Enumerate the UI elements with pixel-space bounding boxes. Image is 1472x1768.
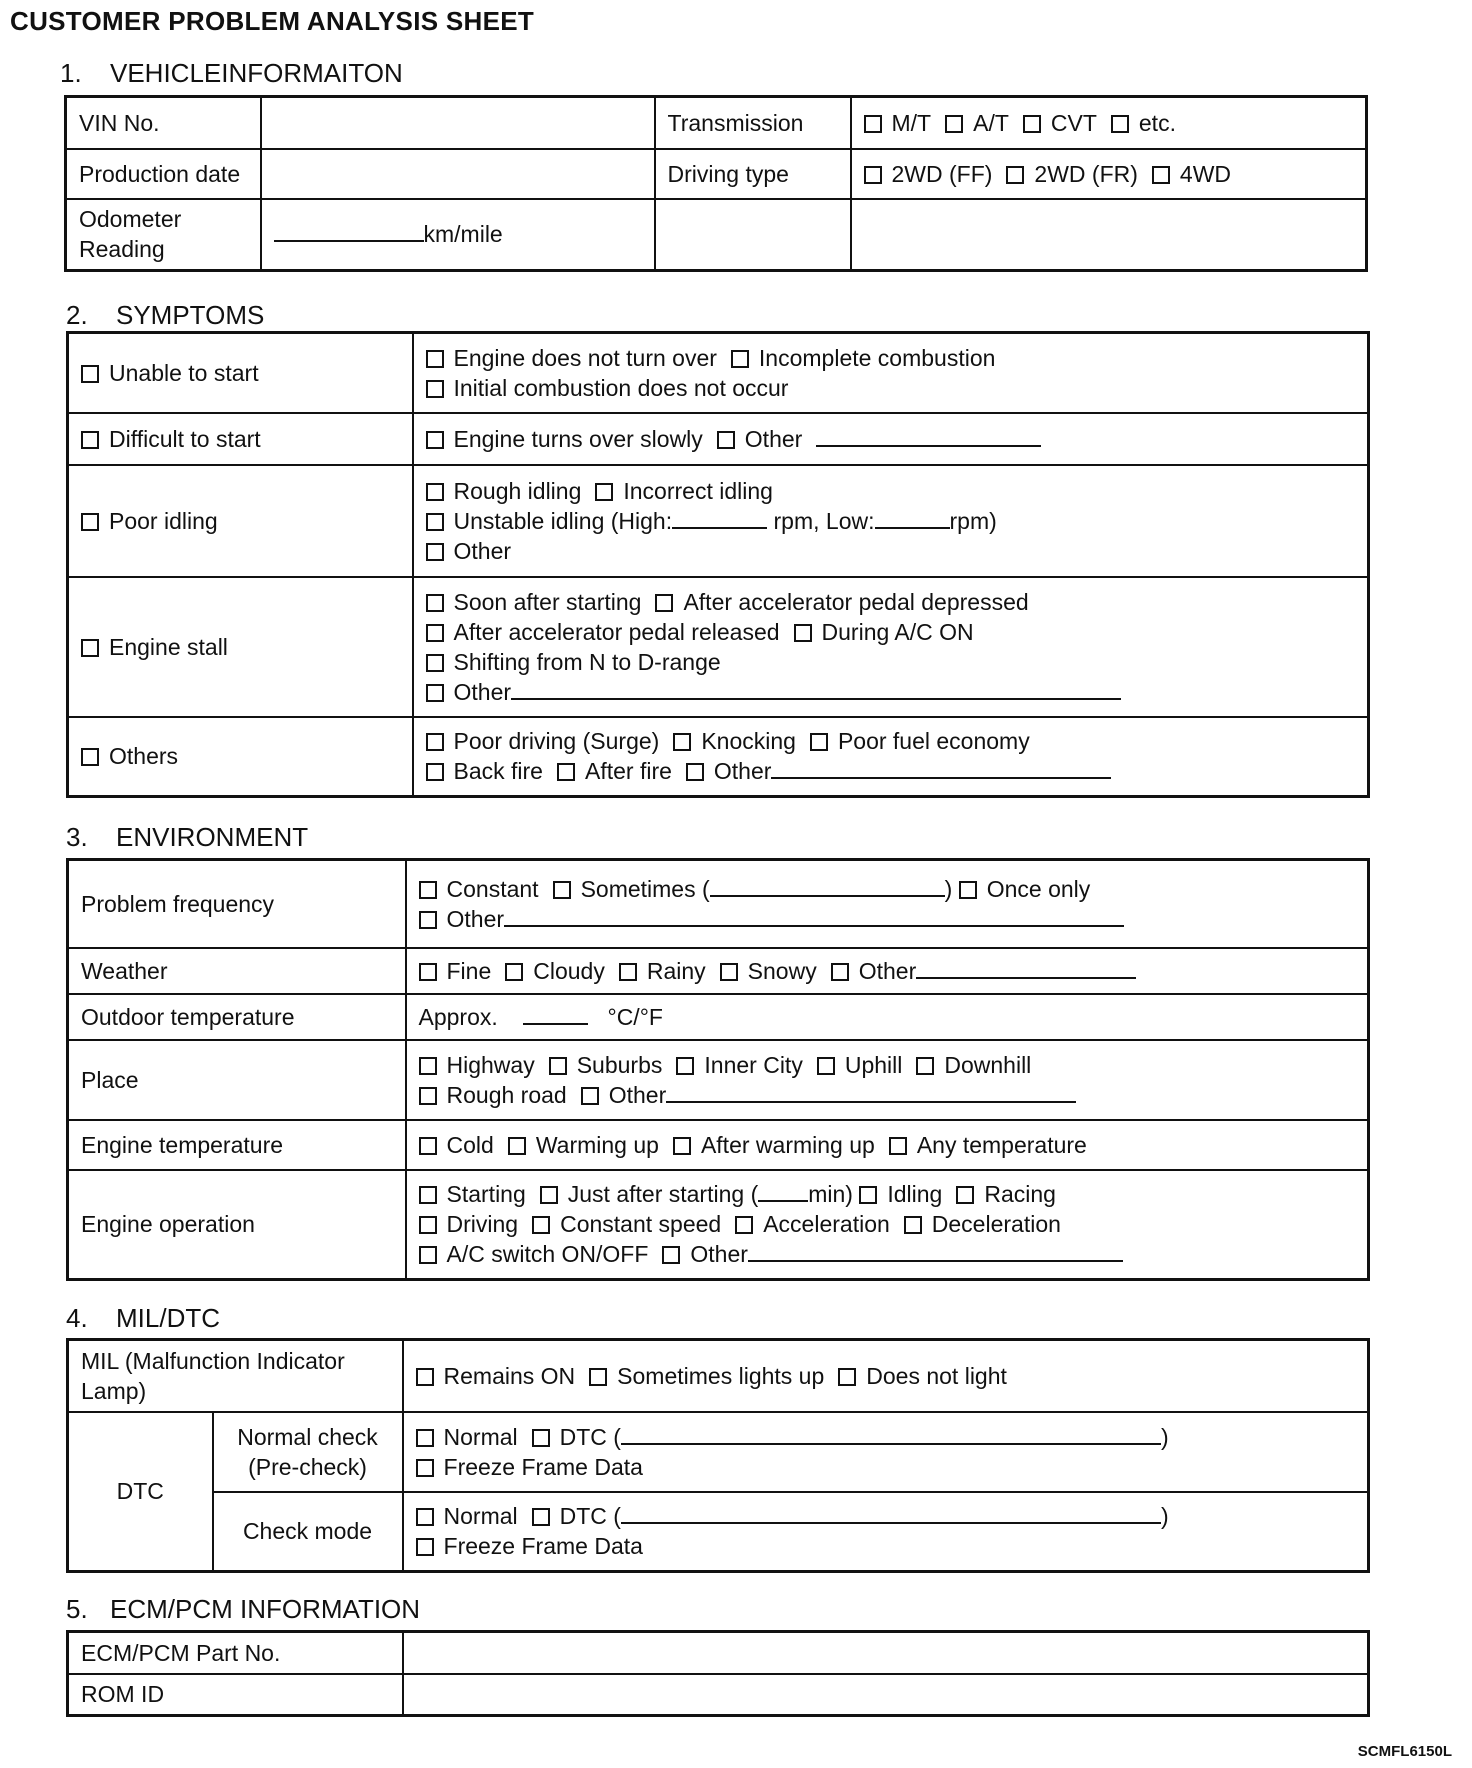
rom-id-label: ROM ID — [68, 1674, 403, 1716]
frequency-option[interactable]: Sometimes ( — [553, 876, 710, 902]
symptom-option[interactable]: During A/C ON — [794, 619, 974, 645]
checkbox[interactable] — [557, 763, 575, 781]
transmission-option[interactable]: M/T — [864, 110, 932, 136]
odometer-field[interactable]: km/mile — [261, 199, 655, 271]
checkbox[interactable] — [416, 1508, 434, 1526]
symptom-option[interactable]: Unstable idling (High: — [426, 508, 673, 534]
transmission-option[interactable]: etc. — [1111, 110, 1176, 136]
symptom-option[interactable]: Initial combustion does not occur — [426, 375, 789, 401]
checkbox[interactable] — [676, 1057, 694, 1075]
symptom-option[interactable]: Knocking — [673, 728, 796, 754]
symptom-option[interactable]: After accelerator pedal depressed — [655, 589, 1028, 615]
outdoor-temp-field: Approx. °C/°F — [406, 994, 1369, 1040]
driving-type-option[interactable]: 2WD (FF) — [864, 161, 993, 187]
other-blank[interactable] — [511, 678, 1121, 700]
frequency-label: Problem frequency — [68, 860, 406, 948]
checkbox[interactable] — [416, 1429, 434, 1447]
section-2-heading — [66, 300, 264, 331]
section-title: ECM/PCM INFORMATION — [110, 1594, 421, 1624]
minutes-blank[interactable] — [758, 1180, 808, 1202]
symptom-option[interactable]: After accelerator pedal released — [426, 619, 780, 645]
normal-check-label: Normal check (Pre-check) — [213, 1412, 403, 1492]
checkbox[interactable] — [838, 1368, 856, 1386]
place-option[interactable]: Uphill — [817, 1052, 903, 1078]
dtc-option[interactable]: DTC ( — [532, 1503, 621, 1529]
checkbox[interactable] — [945, 115, 963, 133]
symptom-option[interactable]: Soon after starting — [426, 589, 642, 615]
section-title: SYMPTOMS — [116, 300, 265, 330]
check-mode-options: Normal DTC ( ) Freeze Frame Data — [403, 1492, 1369, 1572]
engine-op-option[interactable]: Constant speed — [532, 1211, 721, 1237]
other-blank[interactable] — [916, 957, 1136, 979]
checkbox[interactable] — [426, 594, 444, 612]
symptom-option[interactable]: Other — [686, 758, 772, 784]
symptom-option[interactable]: Shifting from N to D-range — [426, 649, 721, 675]
checkbox[interactable] — [419, 1216, 437, 1234]
dtc-label: DTC — [68, 1412, 213, 1572]
checkbox[interactable] — [831, 963, 849, 981]
engine-temp-options — [406, 1120, 1369, 1170]
checkbox[interactable] — [419, 1057, 437, 1075]
section-title: ENVIRONMENT — [116, 822, 309, 852]
checkbox[interactable] — [426, 763, 444, 781]
symptom-option[interactable]: Poor driving (Surge) — [426, 728, 660, 754]
checkbox[interactable] — [81, 365, 99, 383]
symptom-options: Rough idling Incorrect idling Unstable idling (High: rpm, Low: rpm) Other — [413, 465, 1369, 577]
rom-id-field[interactable] — [403, 1674, 1369, 1716]
checkbox[interactable] — [81, 513, 99, 531]
checkbox[interactable] — [1111, 115, 1129, 133]
driving-type-label: Driving type — [655, 149, 851, 199]
frequency-option[interactable]: Constant — [419, 876, 539, 902]
checkbox[interactable] — [1152, 166, 1170, 184]
ecm-part-no-field[interactable] — [403, 1632, 1369, 1674]
form-code: SCMFL6150L — [1357, 1743, 1452, 1760]
weather-option[interactable]: Cloudy — [505, 958, 605, 984]
checkbox[interactable] — [505, 963, 523, 981]
dtc-option[interactable]: Freeze Frame Data — [416, 1533, 643, 1559]
section-number: 2. — [66, 300, 88, 330]
checkbox[interactable] — [817, 1057, 835, 1075]
place-option[interactable]: Highway — [419, 1052, 535, 1078]
checkbox[interactable] — [81, 431, 99, 449]
checkbox[interactable] — [956, 1186, 974, 1204]
mil-option[interactable]: Remains ON — [416, 1363, 576, 1389]
place-option[interactable]: Downhill — [916, 1052, 1031, 1078]
vin-label: VIN No. — [66, 97, 261, 149]
engine-op-option[interactable]: Acceleration — [735, 1211, 890, 1237]
symptom-option[interactable]: Rough idling — [426, 478, 582, 504]
place-option[interactable]: Rough road — [419, 1082, 567, 1108]
section-1-heading — [60, 58, 403, 89]
symptom-options — [413, 333, 1369, 413]
checkbox[interactable] — [889, 1137, 907, 1155]
checkbox[interactable] — [416, 1459, 434, 1477]
checkbox[interactable] — [426, 654, 444, 672]
checkbox[interactable] — [549, 1057, 567, 1075]
other-blank[interactable] — [816, 425, 1041, 447]
temp-blank[interactable] — [523, 1003, 588, 1025]
checkbox[interactable] — [916, 1057, 934, 1075]
checkbox[interactable] — [864, 166, 882, 184]
engine-op-option[interactable]: Idling — [859, 1181, 942, 1207]
transmission-option[interactable]: CVT — [1023, 110, 1097, 136]
rpm-low-blank[interactable] — [875, 507, 950, 529]
checkbox[interactable] — [581, 1087, 599, 1105]
section-3-heading — [66, 822, 308, 853]
section-number: 3. — [66, 822, 88, 852]
symptom-option[interactable]: Other — [426, 538, 512, 564]
frequency-option[interactable]: Other — [419, 906, 505, 932]
symptom-option[interactable]: Other — [717, 426, 803, 452]
checkbox[interactable] — [553, 881, 571, 899]
place-option[interactable]: Other — [581, 1082, 667, 1108]
dtc-option[interactable]: Normal — [416, 1424, 518, 1450]
driving-type-option[interactable]: 2WD (FR) — [1006, 161, 1137, 187]
checkbox[interactable] — [673, 1137, 691, 1155]
engine-op-label: Engine operation — [68, 1170, 406, 1280]
engine-temp-label: Engine temperature — [68, 1120, 406, 1170]
place-option[interactable]: Suburbs — [549, 1052, 663, 1078]
checkbox[interactable] — [419, 963, 437, 981]
driving-type-option[interactable]: 4WD — [1152, 161, 1231, 187]
mil-dtc-table — [66, 1338, 1370, 1573]
checkbox[interactable] — [416, 1538, 434, 1556]
page-title: CUSTOMER PROBLEM ANALYSIS SHEET — [10, 6, 535, 36]
checkbox[interactable] — [419, 1087, 437, 1105]
symptom-option[interactable]: Back fire — [426, 758, 543, 784]
other-blank[interactable] — [771, 757, 1111, 779]
environment-table — [66, 858, 1370, 1281]
checkbox[interactable] — [426, 483, 444, 501]
section-number: 5. — [66, 1594, 88, 1624]
checkbox[interactable] — [794, 624, 812, 642]
symptom-option[interactable]: Incomplete combustion — [731, 345, 996, 371]
engine-op-option[interactable]: Deceleration — [904, 1211, 1061, 1237]
ecm-info-table — [66, 1630, 1370, 1717]
symptom-option[interactable]: Other — [426, 679, 512, 705]
transmission-option[interactable]: A/T — [945, 110, 1009, 136]
checkbox[interactable] — [717, 431, 735, 449]
driving-type-options — [851, 149, 1367, 199]
checkbox[interactable] — [426, 380, 444, 398]
weather-option[interactable]: Fine — [419, 958, 492, 984]
engine-op-option[interactable]: Just after starting ( — [540, 1181, 758, 1207]
symptom-option[interactable]: Incorrect idling — [595, 478, 773, 504]
weather-option[interactable]: Other — [831, 958, 917, 984]
ecm-part-no-label: ECM/PCM Part No. — [68, 1632, 403, 1674]
symptom-option[interactable]: Engine turns over slowly — [426, 426, 703, 452]
dtc-option[interactable]: Normal — [416, 1503, 518, 1529]
section-number: 1. — [60, 58, 82, 88]
symptom-difficult-to-start[interactable]: Difficult to start — [68, 413, 413, 465]
check-mode-label: Check mode — [213, 1492, 403, 1572]
frequency-option[interactable]: Once only — [959, 876, 1091, 902]
checkbox[interactable] — [662, 1246, 680, 1264]
checkbox[interactable] — [426, 733, 444, 751]
dtc-option[interactable]: DTC ( — [532, 1424, 621, 1450]
symptom-option[interactable]: After fire — [557, 758, 672, 784]
outdoor-temp-label: Outdoor temperature — [68, 994, 406, 1040]
checkbox[interactable] — [810, 733, 828, 751]
place-option[interactable]: Inner City — [676, 1052, 802, 1078]
engine-op-option[interactable]: Starting — [419, 1181, 526, 1207]
symptom-others[interactable]: Others — [68, 717, 413, 797]
dtc-code-blank[interactable] — [621, 1502, 1161, 1524]
weather-option[interactable]: Rainy — [619, 958, 706, 984]
checkbox[interactable] — [419, 1246, 437, 1264]
checkbox[interactable] — [426, 543, 444, 561]
checkbox[interactable] — [720, 963, 738, 981]
other-blank[interactable] — [666, 1081, 1076, 1103]
other-blank[interactable] — [504, 905, 1124, 927]
symptom-option[interactable]: Engine does not turn over — [426, 345, 717, 371]
checkbox[interactable] — [426, 624, 444, 642]
production-date-field[interactable] — [261, 149, 655, 199]
symptom-poor-idling[interactable]: Poor idling — [68, 465, 413, 577]
checkbox[interactable] — [540, 1186, 558, 1204]
weather-options — [406, 948, 1369, 994]
checkbox[interactable] — [426, 431, 444, 449]
checkbox[interactable] — [81, 748, 99, 766]
mil-options — [403, 1340, 1369, 1412]
vehicle-info-table — [64, 95, 1368, 272]
section-title: MIL/DTC — [116, 1303, 220, 1333]
odometer-label: Odometer Reading — [66, 199, 261, 271]
place-options — [406, 1040, 1369, 1120]
checkbox[interactable] — [532, 1429, 550, 1447]
mil-option[interactable]: Does not light — [838, 1363, 1007, 1389]
engine-op-option[interactable]: Racing — [956, 1181, 1056, 1207]
checkbox[interactable] — [655, 594, 673, 612]
checkbox[interactable] — [426, 350, 444, 368]
checkbox[interactable] — [864, 115, 882, 133]
checkbox[interactable] — [959, 881, 977, 899]
section-title: VEHICLEINFORMAITON — [110, 58, 403, 88]
checkbox[interactable] — [426, 684, 444, 702]
rpm-high-blank[interactable] — [672, 507, 767, 529]
symptom-options — [413, 413, 1369, 465]
symptom-options — [413, 717, 1369, 797]
empty-cell — [655, 199, 851, 271]
empty-cell — [851, 199, 1367, 271]
checkbox[interactable] — [735, 1216, 753, 1234]
place-label: Place — [68, 1040, 406, 1120]
engine-temp-option[interactable]: After warming up — [673, 1132, 875, 1158]
checkbox[interactable] — [1023, 115, 1041, 133]
checkbox[interactable] — [731, 350, 749, 368]
symptom-options — [413, 577, 1369, 717]
checkbox[interactable] — [619, 963, 637, 981]
checkbox[interactable] — [595, 483, 613, 501]
engine-temp-option[interactable]: Warming up — [508, 1132, 659, 1158]
weather-label: Weather — [68, 948, 406, 994]
normal-check-options: Normal DTC ( ) Freeze Frame Data — [403, 1412, 1369, 1492]
checkbox[interactable] — [532, 1508, 550, 1526]
symptoms-table — [66, 331, 1370, 798]
mil-option[interactable]: Sometimes lights up — [589, 1363, 824, 1389]
symptom-unable-to-start[interactable]: Unable to start — [68, 333, 413, 413]
checkbox[interactable] — [673, 733, 691, 751]
section-4-heading — [66, 1303, 220, 1334]
checkbox[interactable] — [1006, 166, 1024, 184]
checkbox[interactable] — [589, 1368, 607, 1386]
checkbox[interactable] — [419, 881, 437, 899]
checkbox[interactable] — [419, 1137, 437, 1155]
symptom-engine-stall[interactable]: Engine stall — [68, 577, 413, 717]
mil-label: MIL (Malfunction Indicator Lamp) — [68, 1340, 403, 1412]
checkbox[interactable] — [419, 1186, 437, 1204]
checkbox[interactable] — [81, 639, 99, 657]
symptom-option[interactable]: Poor fuel economy — [810, 728, 1030, 754]
checkbox[interactable] — [859, 1186, 877, 1204]
production-date-label: Production date — [66, 149, 261, 199]
checkbox[interactable] — [426, 513, 444, 531]
checkbox[interactable] — [904, 1216, 922, 1234]
transmission-options — [851, 97, 1367, 149]
vin-field[interactable] — [261, 97, 655, 149]
checkbox[interactable] — [532, 1216, 550, 1234]
engine-temp-option[interactable]: Cold — [419, 1132, 494, 1158]
engine-op-option[interactable]: Other — [662, 1241, 748, 1267]
section-5-heading — [66, 1594, 420, 1625]
engine-temp-option[interactable]: Any temperature — [889, 1132, 1087, 1158]
other-blank[interactable] — [748, 1240, 1123, 1262]
engine-op-option[interactable]: A/C switch ON/OFF — [419, 1241, 649, 1267]
checkbox[interactable] — [686, 763, 704, 781]
dtc-code-blank[interactable] — [621, 1423, 1161, 1445]
checkbox[interactable] — [416, 1368, 434, 1386]
engine-op-options: Starting Just after starting ( min) Idling Racing Driving Constant speed Acceleration Deceleration A/C switch ON/OFF Other — [406, 1170, 1369, 1280]
section-number: 4. — [66, 1303, 88, 1333]
transmission-label: Transmission — [655, 97, 851, 149]
engine-op-option[interactable]: Driving — [419, 1211, 519, 1237]
dtc-option[interactable]: Freeze Frame Data — [416, 1454, 643, 1480]
weather-option[interactable]: Snowy — [720, 958, 817, 984]
sometimes-blank[interactable] — [710, 875, 945, 897]
frequency-options: Constant Sometimes ( ) Once only Other — [406, 860, 1369, 948]
checkbox[interactable] — [508, 1137, 526, 1155]
checkbox[interactable] — [419, 911, 437, 929]
